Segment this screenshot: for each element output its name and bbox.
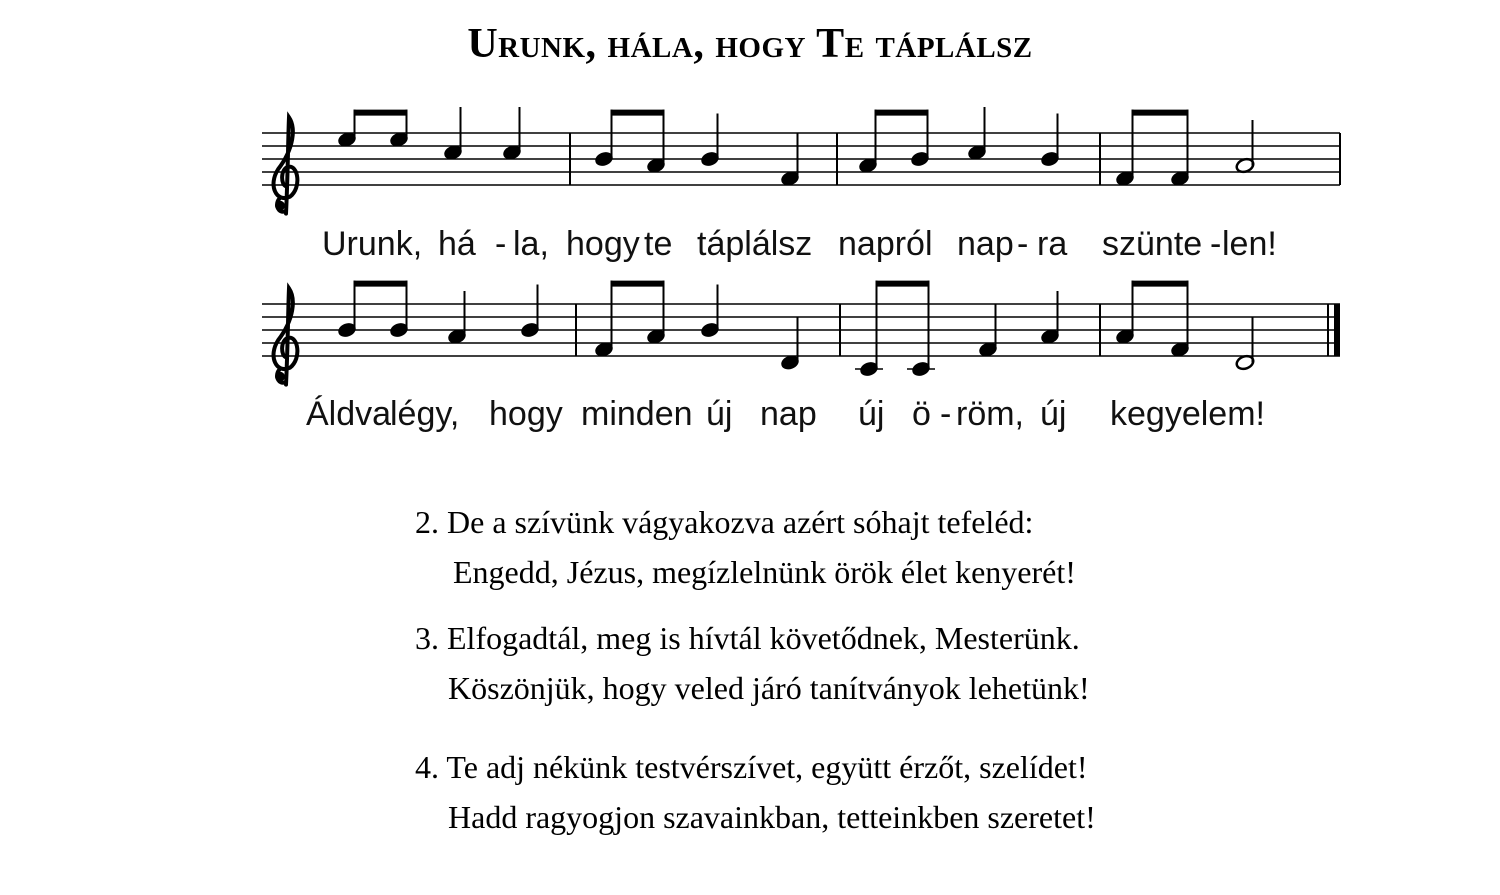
beam	[611, 281, 665, 287]
staff-system-2	[262, 281, 1340, 385]
beam	[611, 110, 665, 116]
song-title: Urunk, hála, hogy Te táplálsz	[467, 21, 1033, 67]
lyric-hyphen: -	[940, 395, 952, 433]
lyric-syllable: táplálsz	[697, 225, 813, 263]
lyric-syllable: új	[1040, 395, 1067, 433]
lyric-syllable: hogy	[566, 225, 640, 263]
treble-clef-dot	[275, 372, 285, 382]
lyric-syllable: te	[644, 225, 673, 263]
beam	[1132, 110, 1189, 116]
stanza	[415, 613, 1090, 713]
stanza-line-1	[415, 497, 1076, 547]
stanza	[415, 742, 1096, 842]
stanza-text: De a szívünk vágyakozva azért sóhajt tefeléd:	[447, 504, 1034, 540]
lyric-hyphen: -	[1210, 225, 1222, 263]
stanza-line-2: Köszönjük, hogy veled járó tanítványok lehetünk!	[448, 670, 1090, 706]
stanza-line-2: Hadd ragyogjon szavainkban, tetteinkben szeretet!	[448, 799, 1096, 835]
stanza-number: 4.	[415, 749, 439, 785]
staff-system-1	[262, 107, 1340, 214]
lyric-syllable: nap	[760, 395, 817, 433]
lyrics-line-1	[322, 225, 1277, 263]
stanza-line-1	[415, 742, 1096, 792]
beam	[876, 281, 930, 287]
stanza-line-2: Engedd, Jézus, megízlelnünk örök élet kenyerét!	[453, 554, 1076, 590]
lyric-syllable: légy,	[390, 395, 460, 433]
treble-clef-icon	[274, 117, 298, 213]
lyric-syllable: Urunk,	[322, 225, 423, 263]
lyric-syllable: új	[858, 395, 885, 433]
final-bar-line	[1334, 304, 1340, 356]
lyric-syllable: Áldva	[306, 395, 392, 433]
lyric-syllable: há	[438, 225, 476, 263]
lyric-syllable: kegyelem!	[1110, 395, 1265, 433]
lyric-syllable: szünte	[1102, 225, 1203, 263]
lyric-syllable: napról	[838, 225, 933, 263]
stanza-number: 3.	[415, 620, 439, 656]
lyric-syllable: új	[706, 395, 733, 433]
stanza-text: Te adj nékünk testvérszívet, együtt érzőt, szelídet!	[446, 749, 1088, 785]
beam	[875, 110, 929, 116]
stanza-text: Elfogadtál, meg is hívtál követődnek, Mesterünk.	[447, 620, 1080, 656]
lyric-hyphen: -	[495, 225, 507, 263]
lyric-syllable: röm,	[956, 395, 1024, 433]
lyric-syllable: la,	[513, 225, 549, 263]
stanza-line-1	[415, 613, 1090, 663]
lyric-syllable: ö	[912, 395, 931, 433]
lyric-syllable: nap	[957, 225, 1014, 263]
stanza-number: 2.	[415, 504, 439, 540]
stanza	[415, 497, 1076, 597]
lyric-syllable: ra	[1037, 225, 1068, 263]
beam	[1132, 281, 1189, 287]
beam	[354, 110, 408, 116]
lyric-syllable: minden	[581, 395, 693, 433]
treble-clef-dot	[275, 201, 285, 211]
lyrics-line-2	[306, 395, 1265, 433]
lyric-syllable: len!	[1222, 225, 1277, 263]
lyric-hyphen: -	[1017, 225, 1029, 263]
lyric-syllable: hogy	[489, 395, 563, 433]
treble-clef-icon	[274, 288, 298, 384]
beam	[354, 281, 408, 287]
